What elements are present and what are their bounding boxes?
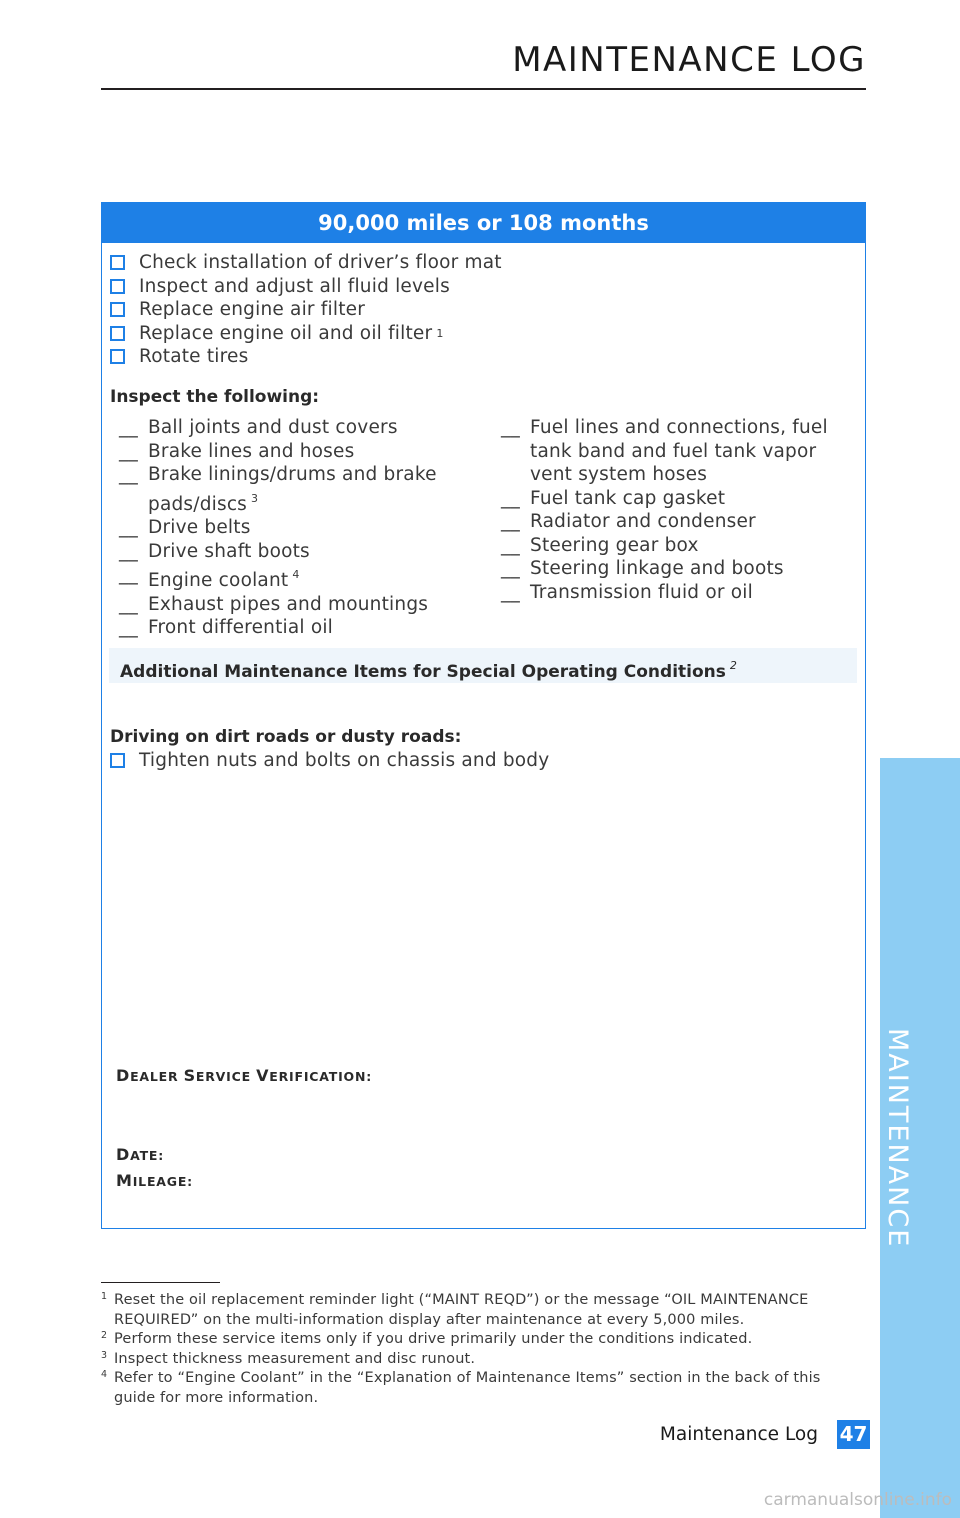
footnote xyxy=(101,1369,861,1408)
blank-marker: __ xyxy=(119,564,138,585)
footnote-number: 3 xyxy=(101,1349,108,1361)
footnote xyxy=(101,1291,861,1330)
inspect-item-label: Brake linings/drums and brake pads/discs xyxy=(148,464,437,515)
checkbox[interactable] xyxy=(110,302,125,317)
inspect-item-label: Fuel tank cap gasket xyxy=(530,487,726,509)
inspect-item xyxy=(501,534,863,558)
checklist-item-label: Check installation of driver’s floor mat xyxy=(139,252,502,274)
checklist-item-label: Rotate tires xyxy=(139,346,249,368)
blank-marker: __ xyxy=(501,534,520,556)
footnote-text: Inspect thickness measurement and disc runout. xyxy=(114,1350,476,1367)
checkbox[interactable] xyxy=(110,753,125,768)
checklist-item xyxy=(110,251,502,275)
blank-marker: __ xyxy=(501,487,520,509)
inspect-item xyxy=(501,487,863,511)
inspect-item xyxy=(119,616,469,640)
footnote-number: 4 xyxy=(101,1369,108,1381)
blank-marker: __ xyxy=(119,540,138,562)
checkbox[interactable] xyxy=(110,326,125,341)
blank-marker: __ xyxy=(119,440,138,462)
inspect-item xyxy=(119,416,469,440)
blank-marker: __ xyxy=(119,617,138,638)
dirt-roads-section xyxy=(110,727,549,773)
blank-marker: __ xyxy=(501,558,520,579)
inspect-item xyxy=(501,416,863,487)
watermark: carmanualsonline.info xyxy=(763,1490,952,1510)
dirt-roads-heading: Driving on dirt roads or dusty roads: xyxy=(110,727,462,747)
page-title: MAINTENANCE LOG xyxy=(512,40,866,80)
inspect-item-label: Radiator and condenser xyxy=(530,511,756,532)
blank-marker: __ xyxy=(501,417,520,438)
blank-marker: __ xyxy=(119,593,138,615)
footnote-number: 2 xyxy=(101,1330,108,1342)
title-divider xyxy=(101,88,866,90)
blank-marker: __ xyxy=(501,511,520,532)
service-checklist xyxy=(110,251,502,369)
checklist-item-label: Inspect and adjust all fluid levels xyxy=(139,275,450,297)
checkbox[interactable] xyxy=(110,279,125,294)
inspect-item-label: Engine coolant xyxy=(148,570,289,591)
footer-section-label: Maintenance Log xyxy=(659,1424,818,1445)
inspect-item-label: Steering gear box xyxy=(530,534,699,556)
section-side-tab-label: MAINTENANCE xyxy=(882,1028,913,1249)
inspect-item-label: Front differential oil xyxy=(148,617,334,638)
inspect-item-label: Fuel lines and connections, fuel tank band and fuel tank vapor vent system hoses xyxy=(530,417,828,485)
inspect-item-label: Brake lines and hoses xyxy=(148,440,355,462)
checkbox[interactable] xyxy=(110,255,125,270)
inspect-item xyxy=(119,516,469,540)
footnote xyxy=(101,1330,861,1350)
checklist-item xyxy=(110,322,502,346)
blank-marker: __ xyxy=(119,464,138,485)
footnote-ref: 1 xyxy=(436,326,444,340)
interval-header: 90,000 miles or 108 months xyxy=(102,203,865,243)
checklist-item xyxy=(110,298,502,322)
blank-marker: __ xyxy=(119,417,138,438)
checklist-item xyxy=(110,749,549,773)
mileage-label: MILEAGE: xyxy=(116,1171,193,1190)
footnote-ref: 4 xyxy=(292,568,300,581)
footnotes xyxy=(101,1291,861,1409)
inspect-item-label: Steering linkage and boots xyxy=(530,558,784,579)
inspect-item-label: Drive belts xyxy=(148,517,251,538)
footnote-ref: 2 xyxy=(729,659,737,672)
footnote-text: Refer to “Engine Coolant” in the “Explanation of Maintenance Items” section in the back of this guide for more information. xyxy=(114,1370,821,1406)
checklist-item-label: Tighten nuts and bolts on chassis and body xyxy=(139,750,550,772)
inspect-item xyxy=(119,593,469,617)
checklist-item xyxy=(110,275,502,299)
service-interval-panel xyxy=(101,202,866,1229)
inspect-item xyxy=(119,540,469,564)
footnote-text: Perform these service items only if you drive primarily under the conditions indicated. xyxy=(114,1331,753,1348)
checklist-item-label: Replace engine air filter xyxy=(139,299,366,321)
footnote xyxy=(101,1350,861,1370)
footnote-divider xyxy=(101,1282,220,1283)
special-conditions-label: Additional Maintenance Items for Special Operating Conditions xyxy=(120,662,726,682)
inspect-item-label: Exhaust pipes and mountings xyxy=(148,593,429,615)
special-conditions-heading xyxy=(109,648,857,683)
page-number: 47 xyxy=(837,1420,870,1449)
date-label: DATE: xyxy=(116,1145,165,1164)
inspect-item xyxy=(501,510,863,534)
checklist-item xyxy=(110,345,502,369)
inspect-item xyxy=(119,563,469,593)
footnote-number: 1 xyxy=(101,1291,108,1302)
inspect-item-label: Drive shaft boots xyxy=(148,540,310,562)
inspect-item xyxy=(119,440,469,464)
inspect-item xyxy=(501,581,863,605)
footnote-text: Reset the oil replacement reminder light (“MAINT REQD”) or the message “OIL MAINTENANCE REQUIRED” on the multi-information display after maintenance at every 5,000 miles. xyxy=(114,1292,809,1328)
inspect-item xyxy=(119,463,469,516)
checklist-item-label: Replace engine oil and oil filter xyxy=(139,322,433,344)
dealer-verification-label: DEALER SERVICE VERIFICATION: xyxy=(116,1066,373,1085)
inspect-item-label: Transmission fluid or oil xyxy=(530,581,753,603)
inspect-list-left xyxy=(119,416,469,640)
inspect-list-right xyxy=(501,416,863,604)
blank-marker: __ xyxy=(501,581,520,603)
inspect-heading: Inspect the following: xyxy=(110,387,320,407)
inspect-item-label: Ball joints and dust covers xyxy=(148,417,398,438)
checkbox[interactable] xyxy=(110,349,125,364)
inspect-item xyxy=(501,557,863,581)
footnote-ref: 3 xyxy=(251,491,259,505)
blank-marker: __ xyxy=(119,517,138,538)
